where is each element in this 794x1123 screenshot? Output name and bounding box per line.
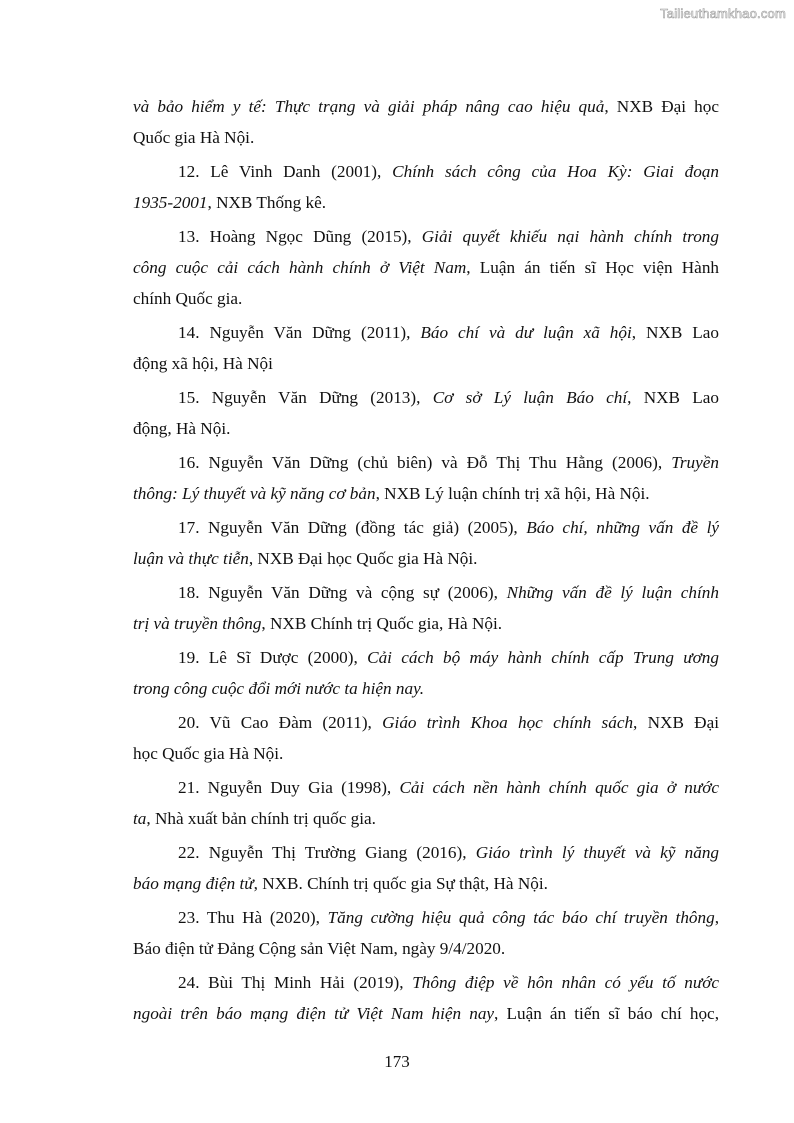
text-run: , NXB Lý luận chính trị xã hội, Hà Nội. [375,484,650,503]
ref-line [133,283,719,314]
ref-line [133,738,719,769]
ref-line [133,221,719,252]
text-run: chính Quốc gia. [133,289,243,308]
text-run: 13. Hoàng Ngọc Dũng (2015), [178,227,422,246]
text-run: , NXB Thống kê. [207,193,327,212]
italic-title-run: Những vấn đề lý luận chính [506,583,719,602]
text-run: , NXB Lao [631,323,719,342]
text-run: 18. Nguyễn Văn Dững và cộng sự (2006), [178,583,507,602]
ref-line [133,642,719,673]
text-run: , Nhà xuất bản chính trị quốc gia. [146,809,376,828]
page-number: 173 [384,1052,410,1071]
italic-title-run: báo mạng điện tử [133,874,254,893]
ref-line [133,447,719,478]
ref-line [133,512,719,543]
ref-line [133,998,719,1029]
ref-line [133,933,719,964]
ref-line [133,156,719,187]
text-run: , NXB Lao [627,388,719,407]
ref-line [133,673,719,704]
ref-line [133,837,719,868]
italic-title-run: trong công cuộc đổi mới nước ta hiện nay. [133,679,425,698]
text-run: 12. Lê Vinh Danh (2001), [178,162,393,181]
text-run: 22. Nguyễn Thị Trường Giang (2016), [178,843,476,862]
italic-title-run: Thông điệp về hôn nhân có yếu tố nước [412,973,719,992]
ref-line [133,707,719,738]
ref-line [133,543,719,574]
italic-title-run: Giải quyết khiếu nại hành chính trong [421,227,719,246]
text-run: học Quốc gia Hà Nội. [133,744,284,763]
reference-list [133,91,719,1029]
text-run: 24. Bùi Thị Minh Hải (2019), [178,973,413,992]
text-run: 17. Nguyễn Văn Dững (đồng tác giả) (2005), [178,518,527,537]
italic-title-run: ta [133,809,147,828]
text-run: , NXB. Chính trị quốc gia Sự thật, Hà Nội. [253,874,548,893]
text-run: 14. Nguyễn Văn Dững (2011), [178,323,421,342]
ref-line [133,577,719,608]
italic-title-run: Giáo trình lý thuyết và kỹ năng [475,843,720,862]
italic-title-run: Chính sách công của Hoa Kỳ: Giai đoạn [392,162,719,181]
ref-line [133,803,719,834]
text-run: 15. Nguyễn Văn Dững (2013), [178,388,433,407]
italic-title-run: ngoài trên báo mạng điện tử Việt Nam hiện nay [133,1004,495,1023]
ref-line [133,902,719,933]
italic-title-run: Báo chí, những vấn đề lý [526,518,719,537]
ref-line [133,122,719,153]
text-run: 19. Lê Sĩ Dược (2000), [178,648,368,667]
italic-title-run: Giáo trình Khoa học chính sách [382,713,634,732]
text-run: động, Hà Nội. [133,419,231,438]
ref-line [133,967,719,998]
italic-title-run: Cơ sở Lý luận Báo chí [432,388,628,407]
italic-title-run: Cải cách nền hành chính quốc gia ở nước [399,778,719,797]
ref-line [133,317,719,348]
text-run: 20. Vũ Cao Đàm (2011), [178,713,383,732]
ref-line [133,187,719,218]
italic-title-run: Tăng cường hiệu quả công tác báo chí truyền thông [327,908,715,927]
ref-line [133,252,719,283]
italic-title-run: trị và truyền thông [133,614,262,633]
italic-title-run: thông: Lý thuyết và kỹ năng cơ bản [133,484,376,503]
ref-line [133,608,719,639]
text-run: động xã hội, Hà Nội [133,354,273,373]
text-run: 16. Nguyễn Văn Dững (chủ biên) và Đỗ Thị Thu Hằng (2006), [178,453,672,472]
ref-line [133,868,719,899]
text-run: , NXB Đại học Quốc gia Hà Nội. [248,549,478,568]
text-run: 23. Thu Hà (2020), [178,908,328,927]
ref-line [133,413,719,444]
italic-title-run: luận và thực tiễn [133,549,249,568]
italic-title-run: 1935-2001 [133,193,208,212]
ref-line [133,772,719,803]
italic-title-run: và bảo hiểm y tế: Thực trạng và giải pháp nâng cao hiệu quả [133,97,605,116]
text-run: Quốc gia Hà Nội. [133,128,255,147]
ref-line [133,382,719,413]
ref-line [133,348,719,379]
italic-title-run: Báo chí và dư luận xã hội [420,323,632,342]
text-run: , NXB Chính trị Quốc gia, Hà Nội. [261,614,503,633]
watermark: Tailieuthamkhao.com [660,6,786,21]
text-run: 21. Nguyễn Duy Gia (1998), [178,778,400,797]
text-run: Báo điện tử Đảng Cộng sản Việt Nam, ngày 9/4/2020. [133,939,506,958]
italic-title-run: Truyền [671,453,719,472]
text-run: , [714,908,719,927]
text-run: , NXB Đại [633,713,719,732]
text-run: , Luận án tiến sĩ báo chí học, [494,1004,719,1023]
italic-title-run: công cuộc cải cách hành chính ở Việt Nam [133,258,467,277]
ref-line [133,91,719,122]
text-run: , Luận án tiến sĩ Học viện Hành [466,258,720,277]
ref-line [133,478,719,509]
italic-title-run: Cải cách bộ máy hành chính cấp Trung ương [367,648,719,667]
text-run: , NXB Đại học [604,97,719,116]
